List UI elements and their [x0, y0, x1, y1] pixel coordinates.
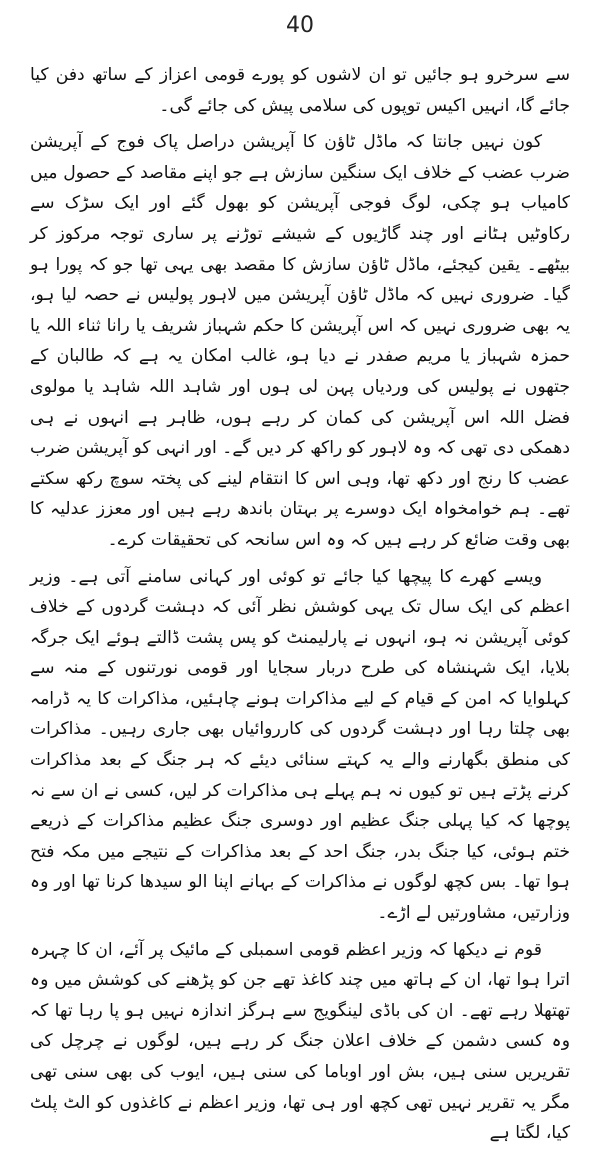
- paragraph-intro: سے سرخرو ہو جائیں تو ان لاشوں کو پورے قومی اعزاز کے ساتھ دفن کیا جائے گا، انہیں اکیس توپوں کی سلامی پیش کی جائے گی۔: [30, 65, 570, 116]
- paragraph-model-town: کون نہیں جانتا کہ ماڈل ٹاؤن کا آپریشن دراصل پاک فوج کے آپریشن ضرب عضب کے خلاف ایک سنگین سازش ہے جو اپنے مقاصد کے حصول میں کامیاب ہو چکی، لوگ فوجی آپریشن کو بھول گئے اور ایک سڑک سے رکاوٹیں ہٹانے اور چند گاڑیوں کے شیشے توڑنے پر ساری توجہ مرکوز کر بیٹھے۔ یقین کیجئے، ماڈل ٹاؤن سازش کا مقصد بھی یہی تھا جو کہ پورا ہو گیا۔ ضروری نہیں کہ ماڈل ٹاؤن آپریشن میں لاہور پولیس نے حصہ لیا ہو، یہ بھی ضروری نہیں کہ اس آپریشن کا حکم شہباز شریف یا رانا ثناء اللہ یا حمزہ شہباز یا مریم صفدر نے دیا ہو، غالب امکان یہ ہے کہ طالبان کے جتھوں نے پولیس کی وردیاں پہن لی ہوں اور شاہد اللہ شاہد یا مولوی فضل اللہ اس آپریشن کی کمان کر رہے ہوں، ظاہر ہے انہوں نے ہی دھمکی دی تھی کہ وہ لاہور کو راکھ کر دیں گے۔ اور انہی کو آپریشن ضرب عضب کا رنج اور دکھ تھا، وہی اس کا انتقام لینے کی پختہ سوچ رکھ سکتے تھے۔ ہم خوامخواہ ایک دوسرے پر بہتان باندھ رہے ہیں اور معزز عدلیہ کا بھی وقت ضائع کر رہے ہیں کہ وہ اس سانحہ کی تحقیقات کرے۔: [30, 132, 570, 550]
- paragraph-prime-minister-speech: قوم نے دیکھا کہ وزیر اعظم قومی اسمبلی کے مائیک پر آئے، ان کا چہرہ اترا ہوا تھا، ان کے ہاتھ میں چند کاغذ تھے جن کو پڑھنے کی کوشش میں وہ تھتھلا رہے تھے۔ ان کی باڈی لینگویج سے ہرگز اندازہ نہیں ہو پا رہا تھا کہ وہ کسی دشمن کے خلاف اعلان جنگ کر رہے ہیں، لوگوں نے چرچل کی تقریریں سنی ہیں، بش اور اوباما کی سنی ہیں، ایوب کی بھی سنی تھی مگر یہ تقریر نہیں تھی کچھ اور ہی تھا، وزیر اعظم نے کاغذوں کو الٹ پلٹ کیا، لگتا ہے: [30, 939, 570, 1144]
- page-number: 40: [286, 13, 314, 38]
- body-text: [30, 60, 570, 1155]
- paragraph-negotiations: ویسے کھرے کا پیچھا کیا جائے تو کوئی اور کہانی سامنے آتی ہے۔ وزیر اعظم کی ایک سال تک یہی کوشش نظر آئی کہ دہشت گردوں کے خلاف کوئی آپریشن نہ ہو، انہوں نے پارلیمنٹ کو پس پشت ڈالتے ہوئے ایک جرگہ بلایا، ایک شہنشاہ کی طرح دربار سجایا اور قومی نورتنوں کے منہ سے کہلوایا کہ امن کے قیام کے لیے مذاکرات ہونے چاہئیں، مذاکرات کا یہ ڈرامہ بھی چلتا رہا اور دہشت گردوں کی کارروائیاں بھی جاری رہیں۔ مذاکرات کی منطق بگھارنے والے یہ کہتے سنائی دیئے کہ ہر جنگ کے بعد مذاکرات کرنے پڑتے ہیں تو کیوں نہ ہم پہلے ہی مذاکرات کر لیں، کسی نے ان سے نہ پوچھا کہ کیا پہلی جنگ عظیم اور دوسری جنگ عظیم مذاکرات کے ذریعے ختم ہوئی، کیا جنگ بدر، جنگ احد کے بعد مذاکرات کے نتیجے میں مکہ فتح ہوا تھا۔ بس کچھ لوگوں نے مذاکرات کے بہانے اپنا الو سیدھا کرنا تھا اور وہ وزارتیں، مشاورتیں لے اڑے۔: [30, 566, 570, 924]
